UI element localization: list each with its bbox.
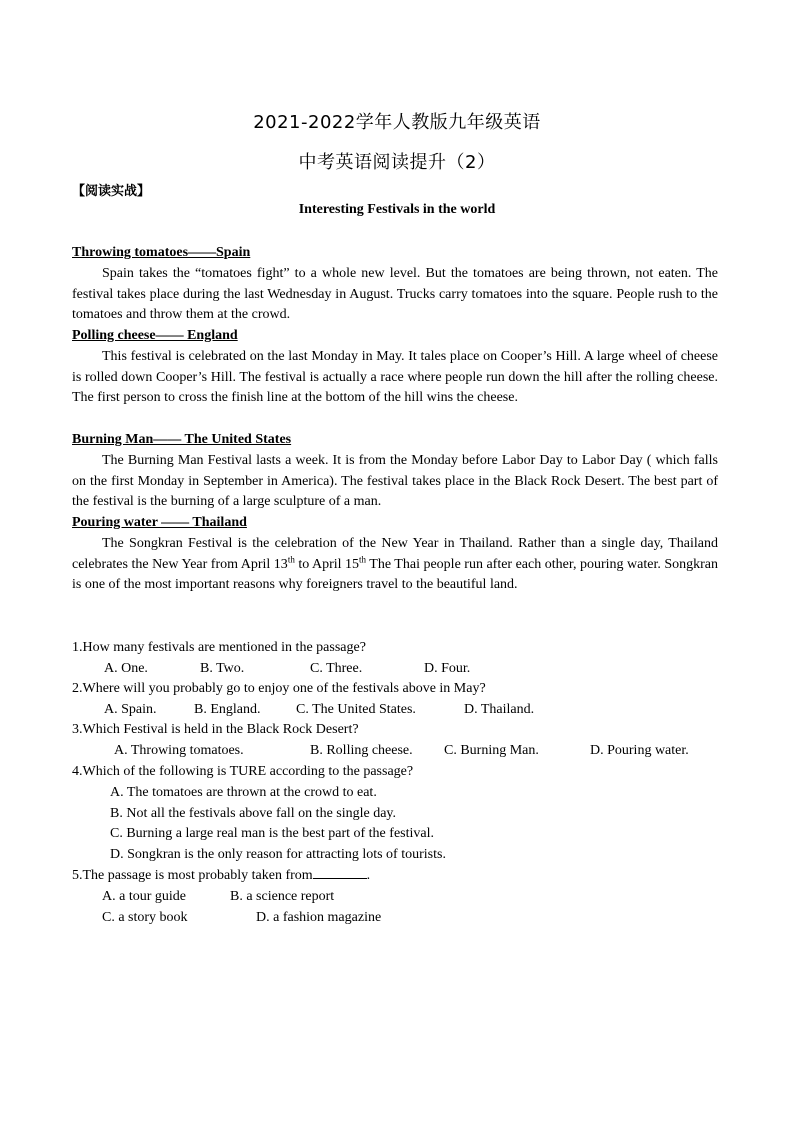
festival-heading: Throwing tomatoes——Spain [72, 245, 251, 260]
question-stem: 2.Where will you probably go to enjoy one of the festivals above in May? [72, 681, 486, 696]
option-a: A. a tour guide [102, 888, 186, 904]
question-stem: 5.The passage is most probably taken from [72, 868, 313, 883]
passage-title: Interesting Festivals in the world [298, 202, 496, 217]
option-b: B. England. [194, 701, 261, 717]
option-c: C. Burning Man. [444, 742, 539, 758]
document-subtitle: 中考英语阅读提升（2） [298, 152, 496, 173]
festival-section-thailand [72, 513, 718, 596]
paragraph-text: The Thai people run after each other, pouring water. Songkran is one of the most important reasons why foreigners travel to the beautiful land. [72, 556, 718, 593]
options-row [72, 908, 722, 929]
festival-paragraph: This festival is celebrated on the last Monday in May. It tales place on Cooper’s Hill. A large wheel of cheese is rolled down Cooper’s Hill. The festival is actually a race where people run down the hill after the rolling cheese. The first person to cross the finish line at the bottom of the hill wins the cheese. [72, 348, 718, 406]
options-row [72, 741, 722, 762]
superscript: th [359, 553, 367, 564]
superscript: th [287, 553, 295, 564]
option-row [72, 845, 722, 866]
festival-section-england [72, 326, 718, 409]
question-2 [72, 679, 722, 721]
festival-section-spain [72, 243, 718, 326]
paragraph-text: The Songkran Festival is the celebration of the New Year in Thailand. Rather than a single day, Thailand celebrates the New Year from April 13 [72, 535, 718, 572]
festival-heading: Pouring water —— Thailand [72, 515, 247, 530]
question-stem: 3.Which Festival is held in the Black Rock Desert? [72, 722, 359, 737]
question-stem: 1.How many festivals are mentioned in the passage? [72, 640, 366, 655]
option-row [72, 783, 722, 804]
option-row [72, 824, 722, 845]
option-d: D. Four. [424, 660, 471, 676]
question-stem: 4.Which of the following is TURE according to the passage? [72, 764, 414, 779]
festival-paragraph: The Burning Man Festival lasts a week. It is from the Monday before Labor Day to Labor Day ( which falls on the first Monday in September in America). The festival takes place in the Black Rock Desert. The best part of the festival is the burning of a large sculpture of a man. [72, 452, 718, 510]
options-row [72, 659, 722, 680]
answer-blank [313, 866, 367, 879]
question-3 [72, 720, 722, 762]
question-stem-end: . [366, 868, 371, 883]
festival-heading: Polling cheese—— England [72, 328, 238, 343]
option-a: A. One. [104, 660, 148, 676]
options-row [72, 887, 722, 908]
question-5 [72, 866, 722, 928]
option-c: C. a story book [102, 909, 188, 925]
option-b: B. Two. [200, 660, 245, 676]
option-b: B. a science report [230, 888, 335, 904]
option-a: A. Spain. [104, 701, 157, 717]
document-title: 2021-2022学年人教版九年级英语 [253, 112, 541, 133]
festival-paragraph: Spain takes the “tomatoes fight” to a whole new level. But the tomatoes are being thrown, not eaten. The festival takes place during the last Wednesday in August. Trucks carry tomatoes into the square. People rush to the tomatoes and throw them at the crowd. [72, 265, 718, 323]
option-d: D. Songkran is the only reason for attracting lots of tourists. [110, 847, 446, 863]
paragraph-text: to April 15 [294, 556, 360, 572]
options-row [72, 700, 722, 721]
option-d: D. a fashion magazine [256, 909, 382, 925]
option-c: C. Burning a large real man is the best part of the festival. [110, 826, 434, 842]
option-b: B. Not all the festivals above fall on the single day. [110, 805, 397, 821]
option-d: D. Thailand. [464, 701, 535, 717]
option-c: C. The United States. [296, 701, 416, 717]
question-stem-row [72, 866, 722, 887]
section-label: 【阅读实战】 [72, 184, 151, 199]
question-1 [72, 638, 722, 680]
option-b: B. Rolling cheese. [310, 742, 413, 758]
festival-section-united-states [72, 430, 718, 513]
option-a: A. Throwing tomatoes. [114, 742, 244, 758]
option-c: C. Three. [310, 660, 363, 676]
option-a: A. The tomatoes are thrown at the crowd to eat. [110, 784, 377, 800]
question-4 [72, 762, 722, 866]
option-row [72, 804, 722, 825]
option-d: D. Pouring water. [590, 742, 689, 758]
festival-paragraph [72, 534, 718, 596]
festival-heading: Burning Man—— The United States [72, 432, 292, 447]
